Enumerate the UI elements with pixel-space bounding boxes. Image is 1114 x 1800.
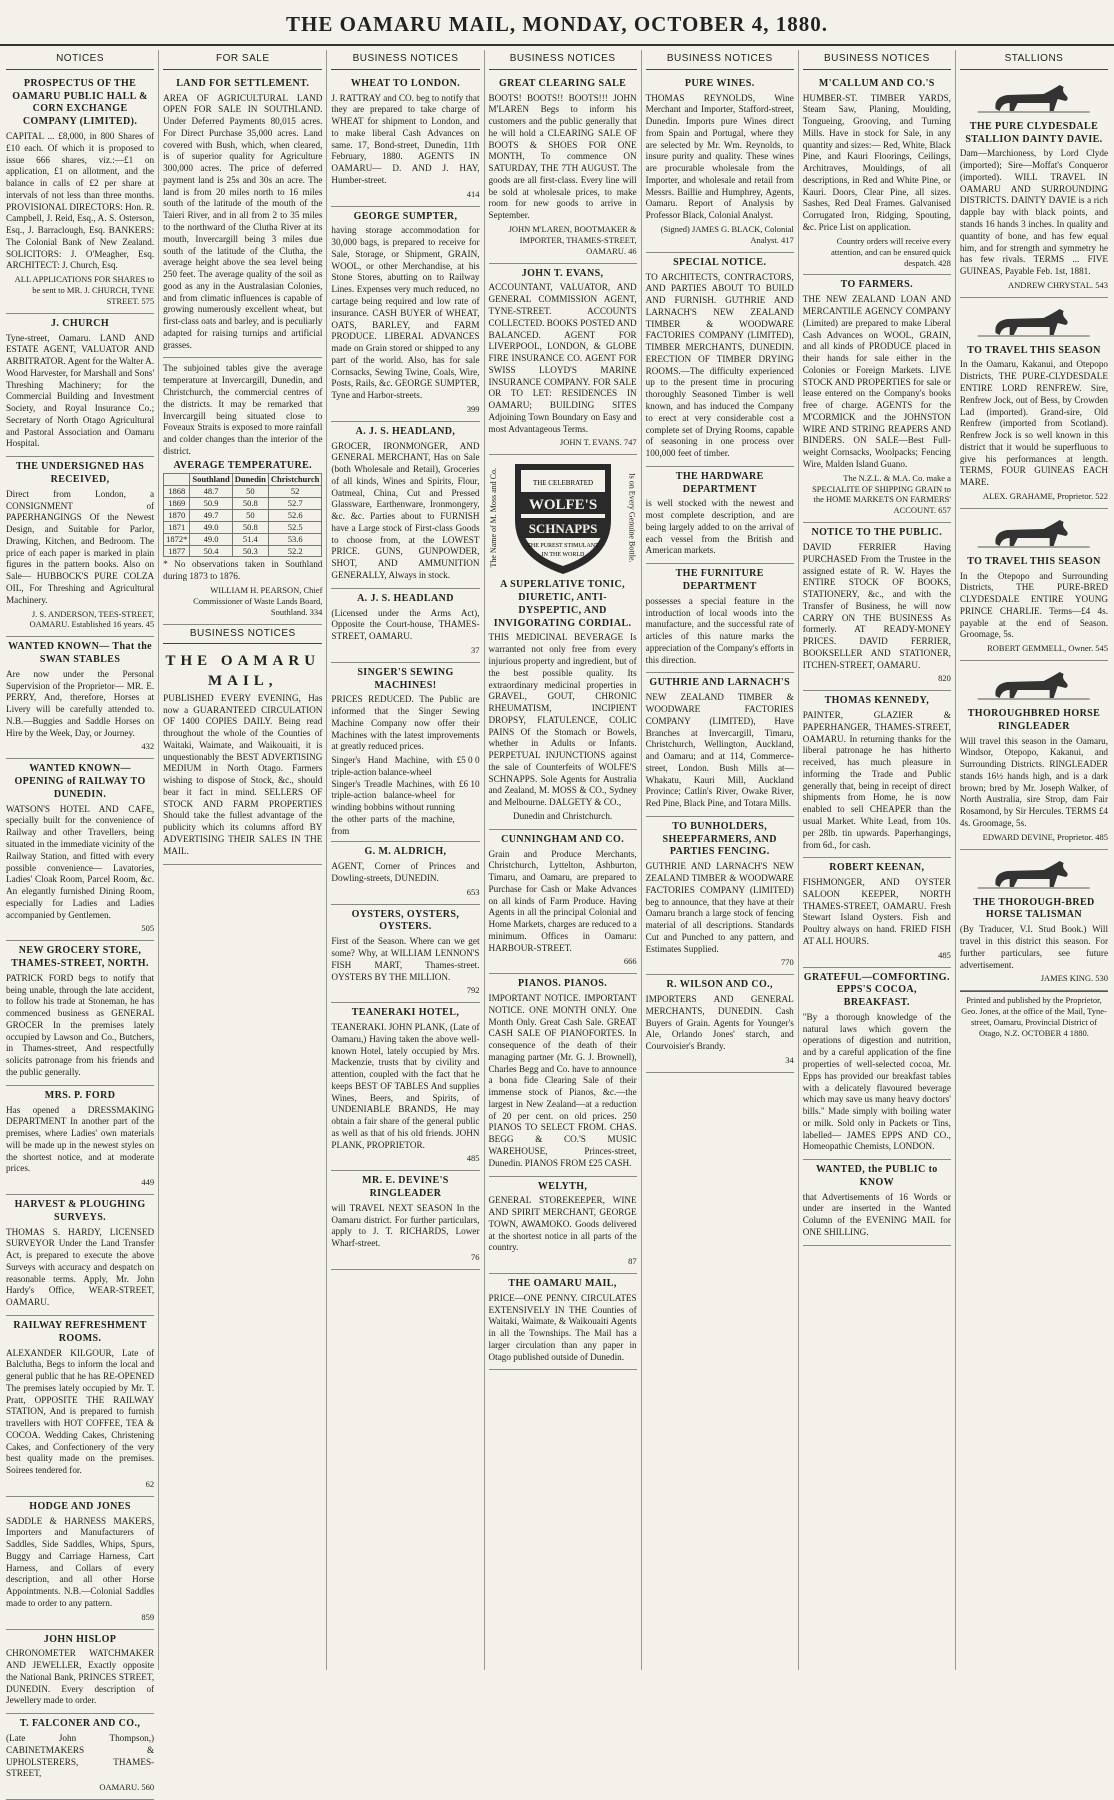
ad-body: CHRONOMETER WATCHMAKER AND JEWELLER, Exactly opposite the National Bank, PRINCES STREET, DUNEDIN. Every description of Jewellery made to order.	[6, 1648, 155, 1706]
ad-body: possesses a special feature in the introduction of local woods into the manufacture, and the successful rate of articles of this nature marks the appreciation of the Company's efforts in this direction.	[645, 595, 794, 665]
table-title: AVERAGE TEMPERATURE.	[173, 459, 313, 471]
table-row	[164, 509, 322, 521]
ad-foot: J. S. ANDERSON, TEES-STREET, OAMARU. Established 16 years. 45	[29, 608, 155, 630]
column-heading: FOR SALE	[163, 50, 322, 70]
printer-imprint: Printed and published by the Proprietor, Geo. Jones, at the office of the Mail, Tyne-street, Oamaru, Provincial District of Otago, N.Z. OCTOBER 4 1880.	[960, 991, 1108, 1039]
ad-body: "By a thorough knowledge of the natural laws which govern the operations of digestion and nutrition, and by a careful application of the fine properties of well-selected cocoa, Mr. Epps has provided our breakfast tables with a delicately flavoured beverage which may save us many heavy doctors' bills." Made simply with boiling water or milk. Sold only in Packets or Tins, labelled— JAMES EPPS AND CO., Homeopathic Chemists, LONDON.	[802, 1011, 951, 1152]
ad-body: Grain and Produce Merchants, Christchurch, Lyttelton, Ashburton, Timaru, and Oamaru, are prepared to Purchase for Cash or Make Advances on all kinds of Farm Produce. Having Agents in all the principal Colonial and Home Markets, charges are reduced to a minimum. Offices in Oamaru: HARBOUR-STREET.	[488, 848, 637, 953]
ad-body: THOMAS REYNOLDS, Wine Merchant and Importer, Stafford-street, Dunedin. Imports pure Wines direct from Spain and Portugal, where they are selected by Mr. Wm. Reynolds, to insure purity and quality. These wines are procurable wholesale from the Importer, and wholesale and retail from Messrs. Baillie and Humphrey, Agents, Oamaru. Report of Analysis by Professor Black, Colonial Analyst.	[645, 92, 794, 221]
price-item: Singer's Treadle Machines, with triple-action balance-wheel for winding bobbins without running the other parts of the machine, from	[331, 778, 455, 836]
advertisement	[646, 467, 794, 564]
column-heading: STALLIONS	[960, 50, 1108, 70]
advertisement	[6, 1195, 154, 1316]
ad-body: CAPITAL ... £8,000, in 800 Shares of £10 each. Of which it is proposed to issue 666 shares, viz.:—£1 on application, £1 on allotment, and the balance in calls of £2 per share at intervals of not less than three months. PROVISIONAL DIRECTORS: Hon. R. Campbell, J. Reid, Esq., A. S. Osterson, Esq., J. Barraclough, Esq. BANKERS: The Colonial Bank of New Zealand. SOLICITORS: J. O'Meagher, Esq. ARCHITECT: J. Church, Esq.	[6, 130, 155, 271]
ad-title: PROSPECTUS OF THE OAMARU PUBLIC HALL & CORN EXCHANGE COMPANY (LIMITED).	[12, 77, 148, 128]
ad-average-temperature	[163, 358, 322, 624]
ad-body: The subjoined tables give the average temperature at Invercargill, Dunedin, and Christchurch, the commercial centres of the districts. It may be remarked that Invercargill being situated close to Foveaux Straits is exposed to more rainfall and colder changes than the interior of the district.	[163, 363, 323, 456]
price-row	[331, 755, 479, 779]
ad-title: T. FALCONER AND CO.,	[19, 1718, 141, 1730]
ad-title: A SUPERLATIVE TONIC, DIURETIC, ANTI-DYSPEPTIC, AND INVIGORATING CORDIAL.	[493, 579, 632, 629]
table-row	[164, 533, 322, 545]
column-business-1	[327, 50, 484, 1670]
ad-body: PATRICK FORD begs to notify that being unable, through the late accident, to follow his trade at Stoneman, he has commenced business as GENERAL GROCER In the premises lately occupied by Lawson and Co., Butchers, in Thames-street, And respectfully solicits patronage from his friends and the public generally.	[6, 972, 155, 1077]
ad-foot: 859	[141, 1611, 155, 1622]
ad-list	[646, 74, 794, 1073]
ad-title: HARVEST & PLOUGHING SURVEYS.	[14, 1198, 146, 1223]
ad-body: In the Oamaru, Kakanui, and Otepopo Districts, THE PURE-CLYDESDALE ENTIRE LORD RENFREW. Sire, Renfrew Jock, out of Bess, by Crowden Lad (imported). Grand-sire, Old Renfrew (imported from Scotland). Renfrew Jock is so well known in this district that it would be superfluous to give his performances at length. TERMS, FOUR GUINEAS EACH MARE.	[959, 359, 1109, 488]
ad-signature: WILLIAM H. PEARSON, Chief Commissioner of Waste Lands Board, Southland. 334	[193, 585, 323, 617]
ad-foot: 34	[785, 1054, 794, 1065]
ad-body: Will travel this season in the Oamaru, Windsor, Otepopo, Kakanui, and Surrounding Districts. RINGLEADER stands 16½ hands high, and is a dark brown; bred by Mr. Joseph Walker, of North Australia, sire Strop, dam Fair Rosamond, by Sir Hercules. TERMS £4 4s. Groomage, 5s.	[959, 735, 1109, 828]
column-business-2	[485, 50, 642, 1670]
table-cell: 52.7	[268, 498, 322, 510]
ad-title: MRS. P. FORD	[44, 1089, 116, 1101]
ad-foot: JOHN T. EVANS. 747	[559, 437, 637, 448]
advertisement	[489, 1177, 637, 1275]
advertisement	[646, 74, 794, 253]
ad-body: First of the Season. Where can we get some? Why, at WILLIAM LENNON'S FISH MART, Thames-street. OYSTERS BY THE MILLION.	[331, 936, 480, 982]
advertisement	[6, 1316, 154, 1497]
advertisement	[489, 264, 637, 456]
ad-title: PIANOS. PIANOS.	[518, 978, 608, 990]
ad-foot: 820	[938, 673, 951, 684]
ad-title: WANTED KNOWN—OPENING of RAILWAY TO DUNEDIN.	[14, 763, 146, 800]
ad-body: IMPORTANT NOTICE. IMPORTANT NOTICE. ONE MONTH ONLY. One Month Only. Great Cash Sale. GREAT CASH SALE OF PIANOFORTES. In consequence of the death of their managing partner (Mr. G. J. Brownell), Charles Begg and Co. have to announce a bona fide Clearing Sale of their immense stock of Pianos, &c.—the largest in New Zealand—at a reduction of 20 per cent. on old prices. 250 PIANOS TO SELECT FROM. CHAS. BEGG & CO.'S MUSIC WAREHOUSE, Princes-street, Dunedin. PIANOS FROM £25 CASH.	[488, 993, 637, 1168]
ad-body: Direct from London, a CONSIGNMENT of PAPERHANGINGS Of the Newest Design, and Suitable for Parlor, Drawing, Kitchen, and Bedroom. The price of each paper is marked in plain figures in the pattern books. Also on Sale— HUBBOCK'S PURE COLZA OIL, For Threshing and Agricultural Machinery.	[6, 488, 155, 605]
ad-list	[489, 74, 637, 455]
price-value: £5 0 0	[456, 755, 480, 766]
ad-title: WANTED KNOWN— That the SWAN STABLES	[8, 641, 153, 666]
table-cell: 49.0	[190, 533, 232, 545]
ad-title: G. M. ALDRICH,	[364, 846, 447, 858]
ad-body: (Licensed under the Arms Act), Opposite the Court-house, THAMES-STREET, OAMARU.	[331, 607, 480, 642]
ad-title: THE UNDERSIGNED HAS RECEIVED,	[15, 461, 145, 486]
table-cell: 49.7	[190, 509, 232, 521]
ad-foot: 62	[145, 1478, 155, 1489]
table-cell: 50.8	[232, 521, 268, 533]
table-cell: 50.8	[232, 498, 268, 510]
ad-body: GENERAL STOREKEEPER, WINE AND SPIRIT MERCHANT, GEORGE TOWN, AWAMOKO. Goods delivered at the shortest notice in all parts of the country.	[488, 1195, 637, 1253]
ad-body: Tyne-street, Oamaru. LAND AND ESTATE AGENT, VALUATOR AND ARBITRATOR. Agent for the Walter A. Wood Harvester, for Marshall and Sons' Threshing Machinery; for the Commercial Building and Investment Society, and Royal Insurance Co.; Secretary of North Otago Agricultural and Pastoral Association and Oamaru Hospital.	[6, 332, 155, 449]
advertisement	[960, 509, 1108, 661]
ad-body: ALEXANDER KILGOUR, Late of Balclutha, Begs to inform the local and general public that he has RE-OPENED The premises lately occupied by Mr. T. Pratt, OPPOSITE THE RAILWAY STATION, And is prepared to furnish travellers with HOT COFFEE, TEA & COCOA. Wedding Cakes, Christening Cakes, and Confectionery of the very best quality made on the premises. Soirees tendered for.	[6, 1347, 155, 1476]
column-heading: BUSINESS NOTICES	[331, 50, 479, 70]
ad-title: WELYTH,	[537, 1180, 588, 1192]
advertisement	[646, 817, 794, 975]
column-heading-2: BUSINESS NOTICES	[163, 625, 322, 645]
ad-body: THIS MEDICINAL BEVERAGE Is warranted not only free from every injurious property and ingredient, but of the best possible quality. Its extraordinary medicinal properties in GRAVEL, GOUT, CHRONIC RHEUMATISM, INCIPIENT DROPSY, FLATULENCE, COLIC PAINS Of the Stomach or Bowels, whether in Adults or Infants. PERPETUAL INJUNCTIONS against the sale of Counterfeits of WOLFE'S SCHNAPPS. Sole Agents for Australia and Zealand, M. MOSS & CO., Sydney and Melbourne. DALGETY & CO.,	[488, 632, 637, 808]
advertisement	[331, 74, 479, 207]
advertisement	[803, 1160, 951, 1246]
advertisement	[646, 673, 794, 816]
horse-engraving-icon	[967, 668, 1100, 704]
advertisement	[646, 253, 794, 467]
ad-foot: JAMES KING. 530	[1040, 973, 1109, 984]
ad-foot: 505	[141, 923, 155, 934]
ad-body: AREA OF AGRICULTURAL LAND OPEN FOR SALE IN SOUTHLAND. Under Deferred Payments 80,015 acres. For Direct Purchase 35,000 acres. Land covered with Bush, which, when cleared, is of superior quality for Agriculture 300,000 acres. The price of deferred payment land is 25s and 30s an acre. The land is from 20 miles north to 16 miles south of the latitude of the mouth of the Taieri River, and in all from 2 to 35 miles to the northward of the Clutha River at its mouth, Invercargill being 3 miles due south of the latitude of the Clutha, the average height above the sea level being 250 feet. The average quality of the soil as good as any in the Australasian Colonies, and from climatic influences is capable of growing numerously excellent wheat, but first-class oats and barley, and is peculiarly adapted for raising turnips and artificial grasses.	[163, 92, 323, 350]
vertical-caption-right: Is on Every Genuine Bottle.	[627, 473, 637, 564]
advertisement	[6, 1497, 154, 1630]
table-cell: 48.7	[190, 486, 232, 498]
table-cell: 52.5	[268, 521, 322, 533]
advertisement	[960, 74, 1108, 298]
table-header-cell	[164, 474, 190, 486]
table-header-cell: Southland	[190, 474, 232, 486]
ad-title: THE PURE CLYDESDALE STALLION DAINTY DAVIE.	[965, 120, 1103, 145]
ad-foot: 792	[466, 985, 480, 996]
table-cell: 1870	[164, 509, 190, 521]
ad-title: THOMAS KENNEDY,	[824, 695, 930, 707]
logo-line-3: SCHNAPPS	[528, 521, 597, 537]
column-business-3	[642, 50, 799, 1670]
advertisement	[6, 74, 154, 314]
ad-title: THE THOROUGH-BRED HORSE TALISMAN	[973, 896, 1095, 921]
ad-foot: 485	[938, 949, 951, 960]
ad-title: JOHN HISLOP	[43, 1633, 117, 1645]
ad-title: THE OAMARU MAIL,	[165, 653, 321, 689]
ad-title: THE FURNITURE DEPARTMENT	[675, 568, 764, 593]
ad-foot: 399	[466, 403, 480, 414]
top-rule	[0, 44, 1114, 46]
ad-body: BOOTS! BOOTS!! BOOTS!!! JOHN M'LAREN Begs to inform his customers and the public generally that he will hold a CLEARING SALE OF BOOTS & SHOES FOR ONE MONTH, To commence ON SATURDAY, THE 7TH AUGUST. The goods are all first-class. Every line will be sold at wholesale prices, to make room for new goods to arrive in September.	[488, 92, 637, 221]
logo-line-2: WOLFE'S	[528, 497, 597, 514]
advertisement	[331, 1003, 479, 1171]
advertisement	[331, 1171, 479, 1270]
ad-body: that Advertisements of 16 Words or under are inserted in the Wanted Column of the EVENING MAIL for ONE SHILLING.	[802, 1191, 951, 1237]
column-heading: BUSINESS NOTICES	[646, 50, 794, 70]
ad-foot: ANDREW CHRYSTAL. 543	[1008, 279, 1109, 290]
ad-list	[331, 842, 479, 1269]
advertisement	[6, 314, 154, 457]
ad-foot: EDWARD DEVINE, Proprietor. 485	[982, 831, 1109, 842]
ad-list	[803, 74, 951, 1246]
ad-body: Has opened a DRESSMAKING DEPARTMENT In another part of the premises, where Ladies' own materials will be made up in the newest styles on the shortest notice, and at moderate prices.	[6, 1104, 155, 1174]
horse-engraving-icon	[967, 516, 1100, 552]
advertisement	[331, 207, 479, 422]
ad-title: MR. E. DEVINE'S RINGLEADER	[362, 1175, 449, 1200]
ad-title: ROBERT KEENAN,	[829, 862, 925, 874]
ad-title: HODGE AND JONES	[29, 1500, 131, 1512]
ad-foot: ROBERT GEMMELL, Owner. 545	[987, 643, 1109, 654]
advertisement	[6, 941, 154, 1085]
advertisement	[489, 830, 637, 975]
advertisement	[803, 275, 951, 523]
table-cell: 52.2	[268, 545, 322, 557]
ad-title: TO BUNHOLDERS, SHEEPFARMERS, AND PARTIES FENCING.	[662, 820, 777, 858]
ad-body: SADDLE & HARNESS MAKERS, Importers and Manufacturers of Saddles, Side Saddles, Whips, Spurs, Buggy and Carriage Harness, Cart Harness, and Collars of every description, and all other Horse Appointments. N.B.—Colonial Saddles made to order to any pattern.	[6, 1515, 155, 1608]
ad-foot: 37	[471, 644, 480, 655]
advertisement	[331, 589, 479, 663]
ad-foot: 432	[141, 741, 155, 752]
table-cell: 50.4	[190, 545, 232, 557]
ad-title: WANTED, the PUBLIC to KNOW	[815, 1164, 938, 1188]
ad-title: LAND FOR SETTLEMENT.	[176, 77, 310, 89]
ad-singer	[331, 663, 479, 843]
advertisement	[6, 759, 154, 941]
ad-list	[331, 74, 479, 663]
table-note: * No observations taken in Southland during 1873 to 1876.	[163, 559, 323, 582]
ad-title: TO TRAVEL THIS SEASON	[967, 344, 1101, 356]
ad-foot: 485	[466, 1153, 480, 1164]
advertisement	[6, 637, 154, 759]
ad-body: GROCER, IRONMONGER, AND GENERAL MERCHANT, Has on Sale (both Wholesale and Retail), Groceries of all kinds, Wines and Spirits, Flour, Oatmeal, China, Cut and Pressed Glassware, Earthenware, Ironmongery, &c. &c. Parties about to FURNISH have a Large stock of First-class Goods to choose from, at the LOWEST PRICE. GUNS, GUNPOWDER, SHOT, AND AMMUNITION GENERALLY, Always in stock.	[331, 440, 480, 580]
ad-body: PRICES REDUCED. The Public are informed that the Singer Sewing Machine Company now offer their Machines with the latest improvements at greatly reduced prices.	[331, 694, 480, 752]
ad-title: R. WILSON AND CO.,	[666, 979, 773, 991]
ad-title: GEORGE SUMPTER,	[353, 210, 458, 222]
columns	[2, 50, 1112, 1793]
advertisement	[960, 298, 1108, 509]
advertisement	[6, 1086, 154, 1195]
ad-body: J. RATTRAY and CO. beg to notify that they are prepared to take charge of WHEAT for shipment to London, and to make liberal Cash Advances on same. 17, Bond-street, Dunedin, 11th February, 1880. AGENTS IN OAMARU— D. AND J. HAY, Humber-street.	[331, 92, 480, 185]
table-row	[164, 486, 322, 498]
ad-foot: JOHN M'LAREN, BOOTMAKER & IMPORTER, THAMES-STREET, OAMARU. 46	[508, 224, 637, 256]
ad-title: NEW GROCERY STORE, THAMES-STREET, NORTH.	[11, 945, 149, 970]
horse-engraving-icon	[967, 305, 1100, 341]
ad-title: M'CALLUM AND CO.'S	[818, 77, 935, 89]
advertisement	[489, 1274, 637, 1370]
table-cell: 50	[232, 509, 268, 521]
horse-engraving-icon	[967, 81, 1100, 117]
price-item: Singer's Hand Machine, with triple-action balance-wheel	[331, 755, 453, 777]
ad-foot: (Signed) JAMES G. BLACK, Colonial Analyst. 417	[660, 224, 794, 245]
ad-body: Dam—Marchioness, by Lord Clyde (imported); Sire—Moffat's Conqueror (imported). WILL TRAVEL IN OAMARU AND SURROUNDING DISTRICTS. DAINTY DAVIE is a rich dapple bay with black points, and stands 16 hands 3 inches. In quality and quantity of bone, and has few equal him, and for strength and symmetry he has few rivals. TERMS ... FIVE GUINEAS, Payable Feb. 1st, 1881.	[959, 148, 1109, 277]
ad-title: SPECIAL NOTICE.	[673, 256, 767, 268]
ad-body: DAVID FERRIER Having PURCHASED From the Trustee in the assigned estate of R. W. Hayes the ENTIRE STOCK OF BOOKS, STATIONERY, &c., and with the Transfer of Business, he will now CARRY ON THE BUSINESS As formerly. AT READY-MONEY PRICES. DAVID FERRIER, BOOKSELLER AND STATIONER, ITCHEN-STREET, OAMARU.	[802, 541, 951, 670]
ad-body: THOMAS S. HARDY, LICENSED SURVEYOR Under the Land Transfer Act, is prepared to execute the above Surveys with accuracy and despatch on reasonable terms. Apply, Mr. John Hardy's Office, WEAR-STREET, OAMARU.	[6, 1226, 155, 1308]
table-header-cell: Dunedin	[232, 474, 268, 486]
ad-body: GUTHRIE AND LARNACH'S NEW ZEALAND TIMBER & WOODWARE FACTORIES COMPANY (LIMITED) beg to announce, that they have at their Oamaru branch a large stock of fencing material of all descriptions. Standards Cut and Punched to any pattern, and Estimates Supplied.	[645, 861, 794, 954]
ad-foot: OAMARU. 560	[99, 1782, 155, 1793]
price-row	[331, 779, 479, 838]
ad-title: GREAT CLEARING SALE	[498, 77, 627, 89]
table-row	[164, 498, 322, 510]
table-cell: 1877	[164, 545, 190, 557]
table-cell: 1868	[164, 486, 190, 498]
ad-foot: ALEX. GRAHAME, Proprietor. 522	[982, 490, 1109, 501]
ad-foot: Dunedin and Christchurch.	[512, 810, 613, 821]
ad-title: TEANERAKI HOTEL,	[351, 1007, 460, 1019]
logo-line-5: IN THE WORLD	[541, 552, 584, 559]
ad-foot: ALL APPLICATIONS FOR SHARES to be sent to MR. J. CHURCH, TYNE STREET. 575	[14, 274, 155, 306]
ad-body: In the Otepopo and Surrounding Districts, THE PURE-BRED CLYDESDALE ENTIRE YOUNG PRINCE CHARLIE. Terms—£4 4s. payable at the end of Season. Groomage, 5s.	[959, 570, 1109, 640]
ad-body: FISHMONGER, AND OYSTER SALOON KEEPER, NORTH THAMES-STREET, OAMARU. Fresh Stewart Island Oysters. Fish and Poultry always on hand. FRIED FISH AT ALL HOURS.	[802, 877, 951, 946]
ad-list	[489, 830, 637, 1371]
ad-foot: 76	[471, 1251, 480, 1262]
ad-title: OYSTERS, OYSTERS, OYSTERS.	[351, 908, 460, 933]
table-cell: 50.9	[190, 498, 232, 510]
ad-body: ACCOUNTANT, VALUATOR, AND GENERAL COMMISSION AGENT, TYNE-STREET. ACCOUNTS COLLECTED. BOOKS POSTED AND BALANCED. AGENT FOR LIVERPOOL, LONDON, & GLOBE FIRE INSURANCE CO. AGENT FOR SWISS LLOYD'S MARINE INSURANCE COMPANY. FOR SALE OR TO LET: RESIDENCES IN OAMARU; BUILDING SITES Adjoining Town Boundary on Easy and most Advantageous Terms.	[488, 282, 637, 434]
column-business-4	[799, 50, 956, 1670]
table-cell: 1869	[164, 498, 190, 510]
price-value: £6 10	[458, 778, 480, 789]
ad-foot: 87	[628, 1256, 637, 1267]
table-row	[164, 521, 322, 533]
advertisement	[489, 74, 637, 264]
ad-title: THE OAMARU MAIL,	[508, 1278, 617, 1290]
ad-title: A. J. S. HEADLAND,	[355, 425, 456, 437]
ad-body: IMPORTERS AND GENERAL MERCHANTS, DUNEDIN. Cash Buyers of Grain. Agents for Younger's Ale, Orlando Jones' starch, and Courvoisier's Brandy.	[645, 994, 794, 1052]
ad-body: (Late John Thompson,) CABINETMAKERS & UPHOLSTERERS, THAMES-STREET,	[6, 1733, 155, 1779]
temperature-table	[163, 473, 322, 557]
table-cell: 1871	[164, 521, 190, 533]
column-for-sale	[159, 50, 327, 1670]
horse-engraving-icon	[967, 857, 1100, 893]
ad-foot: 449	[141, 1177, 155, 1188]
ad-title: A. J. S. HEADLAND	[357, 592, 454, 604]
advertisement	[803, 74, 951, 276]
advertisement	[803, 691, 951, 858]
table-row	[164, 545, 322, 557]
ad-list	[6, 74, 154, 1800]
ad-title: TO FARMERS.	[840, 279, 914, 291]
ad-title: TO TRAVEL THIS SEASON	[967, 555, 1101, 567]
ad-oamaru-mail	[163, 648, 322, 864]
advertisement	[6, 457, 154, 637]
ad-foot: 666	[623, 956, 637, 967]
ad-body: PUBLISHED EVERY EVENING, Has now a GUARANTEED CIRCULATION OF 1400 COPIES DAILY. Being read throughout the whole of the Counties of Waitaki, Waimate, and Waikouaiti, it is unquestionably the BEST ADVERTISING MEDIUM in North Otago. Farmers wishing to dispose of Stock, &c., should bear it fact in mind. SELLERS OF STOCK AND FARM PROPERTIES Should take the fullest advantage of the publicity which its columns afford BY ADVERTISING THEIR SALES IN THE MAIL.	[163, 692, 323, 856]
advertisement	[646, 564, 794, 673]
advertisement	[331, 422, 479, 589]
ad-body: TO ARCHITECTS, CONTRACTORS, AND PARTIES ABOUT TO BUILD AND FURNISH. GUTHRIE AND LARNACH'S NEW ZEALAND TIMBER & WOODWARE FACTORIES COMPANY (LIMITED), TIMBER MERCHANTS, DUNEDIN. ERECTION OF TIMBER DRYING ROOMS.—The difficulty experienced up to the present time in procuring thoroughly Seasoned Timber is well known, and has induced the Company to erect at very considerable cost a complete set of Drying Rooms, capable of seasoning in one process over 100,000 feet of timber.	[645, 271, 794, 459]
ad-foot: The N.Z.L. & M.A. Co. make a SPECIALITE OF SHIPPING GRAIN to the HOME MARKETS ON FARMERS' ACCOUNT. 657	[812, 472, 951, 516]
advertisement	[803, 968, 951, 1161]
table-cell: 52	[268, 486, 322, 498]
ad-list	[960, 74, 1108, 991]
column-heading: BUSINESS NOTICES	[803, 50, 951, 70]
ad-title: J. CHURCH	[51, 317, 110, 329]
ad-body: PAINTER, GLAZIER & PAPERHANGER, THAMES-STREET, OAMARU. In returning thanks for the liberal patronage he has hitherto received, has much pleasure in informing the Trade and Public generally that, being in receipt of direct shipments from Home, he is now enabled to sell CHEAPER than the usual Market. White Lead, from 10s. per 28lb. tin upwards. Paperhangings, from 6d., for cash.	[802, 710, 951, 850]
ad-body: WATSON'S HOTEL AND CAFE, specially built for the convenience of Railway and other Travellers, being situated in the immediate vicinity of the Railway Station, and fitted with every possible convenience— Lavatories, Ladies' Cloak Room, Parcel Room, &c. An elegantly furnished Dining Room, especially for Ladies and Ladies accompanied by Gentlemen.	[6, 803, 155, 920]
ad-title: CUNNINGHAM AND CO.	[501, 833, 625, 845]
column-stallions	[956, 50, 1112, 1670]
table-cell: 49.0	[190, 521, 232, 533]
ad-body: NEW ZEALAND TIMBER & WOODWARE FACTORIES COMPANY (LIMITED), Have Branches at Invercargill, Timaru, Christchurch, Wellington, Auckland, and Oamaru; and at 114, Commerce-street, London. Bush Mills at— Whakatu, Kauri Mill, Auckland Province; Catlin's River, Owake River, Red Pine, Black Pine, and Totara Mills.	[645, 692, 794, 809]
ad-wolfes-schnapps	[489, 455, 637, 829]
table-cell: 53.6	[268, 533, 322, 545]
advertisement	[489, 974, 637, 1176]
ad-foot: 653	[466, 886, 480, 897]
ad-body: is well stocked with the newest and most complete description, and are being largely added to on the arrival of each vessel from the British and American markets.	[645, 498, 794, 556]
column-heading: BUSINESS NOTICES	[489, 50, 637, 70]
ad-title: WHEAT TO LONDON.	[350, 77, 461, 89]
ad-title: GUTHRIE AND LARNACH'S	[649, 677, 791, 689]
schnapps-shield-logo	[507, 458, 619, 578]
ad-title: PURE WINES.	[684, 77, 755, 89]
ad-body: Are now under the Personal Supervision of the Proprietor— MR. E. PERRY, And, therefore, Horses at Livery will be carefully attended to. N.B.—Buggies and Saddle Horses on Hire by the Week, Day, or Journey.	[6, 668, 155, 738]
advertisement	[803, 858, 951, 967]
vertical-caption-left: The Name of M. Moss and Co.	[488, 468, 498, 569]
ad-title: THOROUGHBRED HORSE RINGLEADER	[967, 708, 1101, 732]
masthead: THE OAMARU MAIL, MONDAY, OCTOBER 4, 1880.	[286, 12, 828, 36]
advertisement	[6, 1630, 154, 1715]
advertisement	[803, 523, 951, 691]
ad-foot: Country orders will receive every attention, and can be ensured quick despatch. 428	[831, 235, 951, 268]
ad-body: THE NEW ZEALAND LOAN AND MERCANTILE AGENCY COMPANY (Limited) are prepared to make Liberal Cash Advances on WOOL, GRAIN, and all kinds of PRODUCE placed in their hands for sale either in the Colonies or Foreign Markets. LIVE STOCK AND PROPERTIES for sale or lease entered on the Company's books free of charge. AGENTS for the M'CORMICK and the JOHNSTON WIRE AND STRING REAPERS AND BINDERS. ON SALE—Best Full-weight Cornsacks, Woolpacks; Fencing Wire, Malden Island Guano.	[802, 294, 951, 469]
logo-line-4: THE PUREST STIMULANT	[526, 543, 599, 550]
ad-body: PRICE—ONE PENNY. CIRCULATES EXTENSIVELY IN THE Counties of Waitaki, Waimate, & Waikouaiti Agents in all the Townships. The Mail has a larger circulation than any paper in Otago published outside of Dunedin.	[488, 1292, 637, 1362]
table-cell: 51.4	[232, 533, 268, 545]
table-cell: 52.6	[268, 509, 322, 521]
ad-body: having storage accommodation for 30,000 bags, is prepared to receive for Sale, Storage, or Shipment, GRAIN, WOOL, or other Merchandise, at his Stone Stores, abutting on to Railway Lines. Expenses very much reduced, no cartage being required and low rate of insurance. CASH BUYER of WHEAT, OATS, BARLEY, and FARM PRODUCE. LIBERAL ADVANCES made on Grain stored or shipped to any part of the world. Also, has for sale Cornsacks, Sewing Twine, Coals, Wire, Posts, Rails, &c. GEORGE SUMPTER, Tyne and Harbor-streets.	[331, 225, 480, 401]
table-cell: 50	[232, 486, 268, 498]
table-header-cell: Christchurch	[268, 474, 322, 486]
table-cell: 50.3	[232, 545, 268, 557]
ad-title: RAILWAY REFRESHMENT ROOMS.	[13, 1319, 147, 1344]
logo-line-1: THE CELEBRATED	[532, 479, 593, 488]
advertisement	[960, 661, 1108, 850]
ad-foot: 414	[466, 188, 480, 199]
advertisement	[331, 905, 479, 1004]
ad-land-settlement	[163, 74, 322, 359]
table-cell: 1872*	[164, 533, 190, 545]
ad-body: HUMBER-ST. TIMBER YARDS, Steam Saw, Planing, Moulding, Tongueing, Grooving, and Turning Mills. Have in stock for Sale, in any quantity and sizes:— Red, White, Black Pine, and Kauri Floorings, Ceilings, Architraves, Mouldings, of all descriptions, in Red and White Pine, or Kauri. Doors, Clear Pine, all sizes. Sashes, Red Deal Frames. Galvanised Corrugated Iron, Ridging, Spouting, &c. Price List on application.	[802, 92, 951, 233]
ad-foot: 770	[781, 957, 794, 968]
column-heading: NOTICES	[6, 50, 154, 70]
ad-title: GRATEFUL—COMFORTING. EPPS'S COCOA, BREAKFAST.	[803, 971, 950, 1009]
ad-title: NOTICE TO THE PUBLIC.	[811, 527, 943, 539]
advertisement	[6, 1714, 154, 1800]
ad-title: THE HARDWARE DEPARTMENT	[675, 470, 764, 495]
advertisement	[331, 842, 479, 904]
advertisement	[960, 850, 1108, 992]
ad-body: will TRAVEL NEXT SEASON In the Oamaru district. For further particulars, apply to J. T. RICHARDS, Lower Wharf-street.	[331, 1202, 480, 1249]
column-notices	[2, 50, 159, 1793]
ad-title: JOHN T. EVANS,	[521, 267, 604, 279]
advertisement	[646, 975, 794, 1073]
ad-body: TEANERAKI. JOHN PLANK, (Late of Oamaru,) Having taken the above well-known Hotel, lately occupied by Mrs. Mackenzie, trusts that by civility and attention, coupled with the fact that he keeps BEST OF TABLES And supplies Wines, Beers, and Spirits, of UNDENIABLE BRANDS, He may obtain a fair share of the general public as well as that of his old friends. JOHN PLANK, PROPRIETOR.	[331, 1022, 480, 1150]
ad-body: (By Traducer, V.I. Stud Book.) Will travel in this district this season. For further particulars, see future advertisement.	[959, 924, 1109, 970]
ad-body: AGENT, Corner of Princes and Dowling-streets, DUNEDIN.	[331, 861, 480, 884]
price-list	[331, 755, 479, 837]
ad-title: SINGER'S SEWING MACHINES!	[357, 666, 454, 691]
